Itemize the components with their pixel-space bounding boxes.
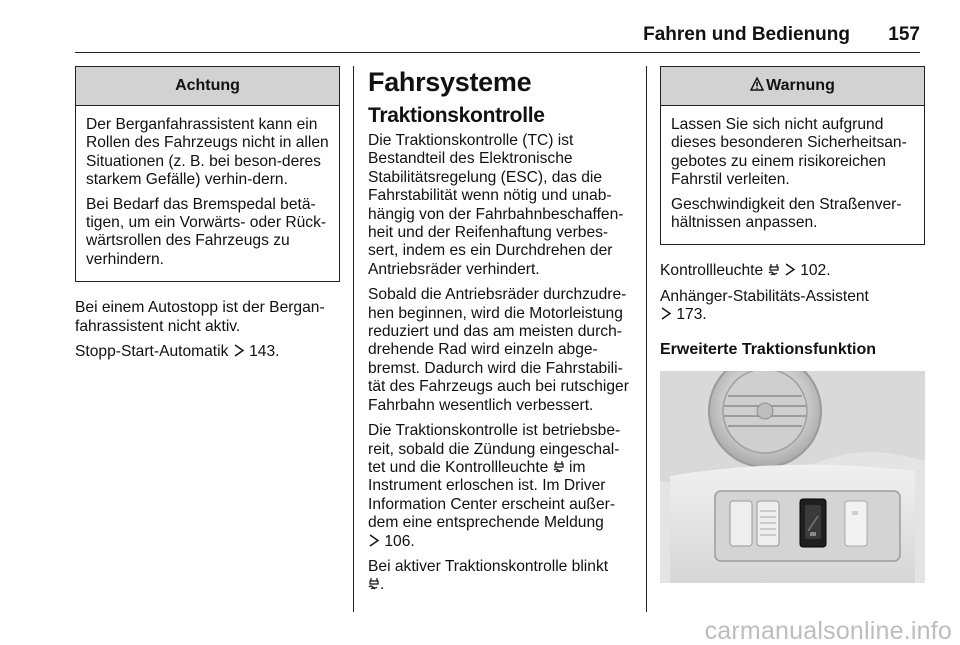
body-paragraph: Die Traktionskontrolle (TC) ist Bestandteil des Elektronische Stabilitätsregelung (ESC), das die Fahrstabilität wenn nötig und unab-hängig von der Fahrbahnbeschaffen-heit und der Reifenhaftung verbes-sert, indem es ein Durchdrehen der Antriebsräder verhindert. [368, 132, 624, 278]
traction-control-icon [768, 263, 780, 276]
column-left [75, 66, 340, 368]
cross-reference-arrow-icon [784, 263, 796, 276]
cross-reference-arrow-icon [233, 344, 245, 357]
cross-reference[interactable]: Stopp-Start-Automatik 143. [75, 343, 280, 361]
warning-triangle-icon [750, 77, 764, 91]
column-right [660, 66, 925, 583]
chapter-heading: Fahrsysteme [368, 67, 532, 97]
page-header [75, 24, 920, 53]
column-divider [646, 66, 647, 612]
section-title: Fahren und Bedienung [643, 24, 850, 45]
caution-text: Der Berganfahrassistent kann ein Rollen des Fahrzeugs nicht in allen Situationen (z. B. bei beson-deres starkem Gefälle) verhin-dern. [86, 116, 329, 189]
column-divider [353, 66, 354, 612]
caution-text: Bei Bedarf das Bremspedal betä-tigen, um ein Vorwärts- oder Rück-wärtsrollen des Fahrzeugs zu verhindern. [86, 195, 327, 268]
column-middle [368, 66, 633, 602]
body-paragraph: Die Traktionskontrolle ist betriebsbe-reit, sobald die Zündung eingeschal-tet und die Kontrollleuchte im Instrument erloschen ist. Im Driver Information Center erscheint außer-dem eine entsprechende Meldung 106. [368, 422, 621, 550]
traction-control-icon [553, 460, 565, 473]
dashboard-switch-photo [660, 371, 925, 583]
cross-reference[interactable]: Anhänger-Stabilitäts-Assistent 173. [660, 287, 869, 324]
body-paragraph: Bei einem Autostopp ist der Bergan-fahrassistent nicht aktiv. [75, 299, 325, 335]
page-number: 157 [888, 24, 920, 45]
section-heading: Traktionskontrolle [368, 104, 545, 127]
caution-box [75, 66, 340, 282]
body-paragraph: Bei aktiver Traktionskontrolle blinkt . [368, 557, 609, 594]
subsection-heading: Erweiterte Traktionsfunktion [660, 340, 877, 358]
warning-box-title: Warnung [661, 67, 924, 106]
warning-text: Geschwindigkeit den Straßenver-hältnissen anpassen. [671, 195, 902, 232]
traction-control-icon [368, 577, 380, 590]
cross-reference-arrow-icon [368, 534, 380, 547]
warning-box [660, 66, 925, 245]
watermark: carmanualsonline.info [704, 616, 952, 645]
body-paragraph: Sobald die Antriebsräder durchzudre-hen beginnen, wird die Motorleistung reduziert und das am meisten durch-drehende Rad wird einzeln abge-bremst. Dadurch wird die Fahrstabili-tät des Fahrzeugs auch bei rutschiger Fahrbahn wesentlich verbessert. [368, 286, 629, 414]
cross-reference-arrow-icon [660, 307, 672, 320]
cross-reference[interactable]: Kontrollleuchte 102. [660, 262, 831, 280]
warning-text: Lassen Sie sich nicht aufgrund dieses besonderen Sicherheitsan-gebotes zu einem risikoreichen Fahrstil verleiten. [671, 116, 907, 189]
cross-reference[interactable]: 106. [384, 532, 415, 550]
caution-box-title: Achtung [76, 67, 339, 106]
